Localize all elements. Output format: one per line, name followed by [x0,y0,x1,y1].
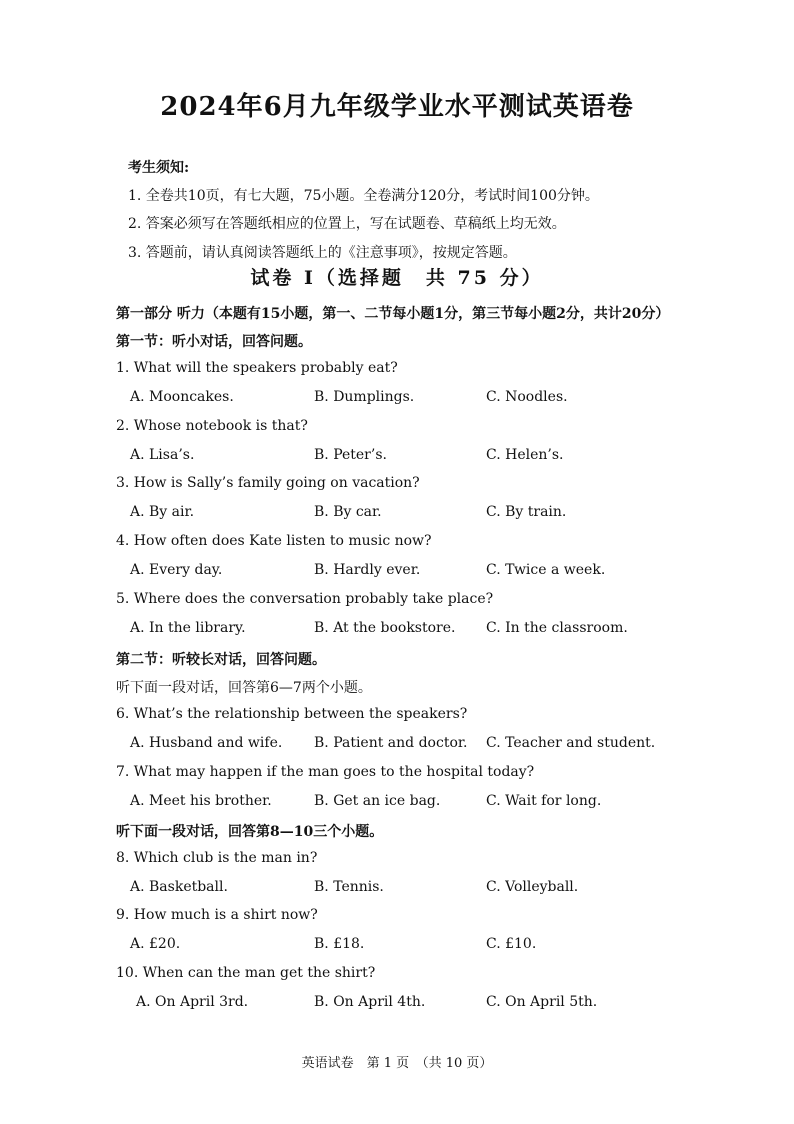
question-8: 8. Which club is the man in? [116,850,318,866]
paper-title: 试卷 I（选择题 共 75 分） [250,267,544,289]
q7-option-b: B. Get an ice bag. [314,793,441,809]
question-6: 6. What’s the relationship between the speakers? [116,706,468,722]
part1-heading: 第一部分 听力（本题有15小题，第一、二节每小题1分，第三节每小题2分，共计20分） [116,306,670,322]
q3-option-a: A. By air. [130,504,195,520]
question-10: 10. When can the man get the shirt? [116,965,376,981]
q10-option-c: C. On April 5th. [486,994,598,1010]
q10-option-a: A. On April 3rd. [136,994,249,1010]
question-5: 5. Where does the conversation probably take place? [116,591,494,607]
q8-option-c: C. Volleyball. [486,879,579,895]
q2-option-b: B. Peter’s. [314,447,387,463]
q7-option-a: A. Meet his brother. [130,793,272,809]
notice-heading: 考生须知: [128,160,190,176]
notice-item-3: 3. 答题前，请认真阅读答题纸上的《注意事项》，按规定答题。 [128,245,517,261]
q5-option-a: A. In the library. [130,620,246,636]
q3-option-c: C. By train. [486,504,567,520]
exam-title: 2024年6月九年级学业水平测试英语卷 [160,92,634,122]
q8-option-a: A. Basketball. [130,879,228,895]
question-1: 1. What will the speakers probably eat? [116,360,398,376]
page-footer: 英语试卷 第 1 页 （共 10 页） [301,1056,493,1071]
q5-option-c: C. In the classroom. [486,620,628,636]
q2-option-c: C. Helen’s. [486,447,564,463]
question-2: 2. Whose notebook is that? [116,418,308,434]
q1-option-c: C. Noodles. [486,389,568,405]
q1-option-a: A. Mooncakes. [130,389,234,405]
q5-option-b: B. At the bookstore. [314,620,456,636]
q9-option-c: C. £10. [486,936,537,952]
q9-option-b: B. £18. [314,936,365,952]
section2-heading: 第二节：听较长对话，回答问题。 [116,652,326,668]
q2-option-a: A. Lisa’s. [130,447,195,463]
notice-item-1: 1. 全卷共10页，有七大题，75小题。全卷满分120分，考试时间100分钟。 [128,188,599,204]
q4-option-b: B. Hardly ever. [314,562,421,578]
instruction-q8-10: 听下面一段对话，回答第8—10三个小题。 [116,824,384,840]
q6-option-a: A. Husband and wife. [130,735,283,751]
section1-heading: 第一节：听小对话，回答问题。 [116,334,312,350]
q6-option-b: B. Patient and doctor. [314,735,468,751]
q4-option-a: A. Every day. [130,562,223,578]
q9-option-a: A. £20. [130,936,181,952]
question-7: 7. What may happen if the man goes to the hospital today? [116,764,535,780]
q6-option-c: C. Teacher and student. [486,735,656,751]
q10-option-b: B. On April 4th. [314,994,426,1010]
question-9: 9. How much is a shirt now? [116,907,318,923]
q7-option-c: C. Wait for long. [486,793,602,809]
instruction-q6-7: 听下面一段对话，回答第6—7两个小题。 [116,680,372,696]
q4-option-c: C. Twice a week. [486,562,606,578]
q3-option-b: B. By car. [314,504,382,520]
q1-option-b: B. Dumplings. [314,389,415,405]
q8-option-b: B. Tennis. [314,879,384,895]
notice-item-2: 2. 答案必须写在答题纸相应的位置上，写在试题卷、草稿纸上均无效。 [128,216,566,232]
question-4: 4. How often does Kate listen to music now? [116,533,432,549]
question-3: 3. How is Sally’s family going on vacation? [116,475,420,491]
